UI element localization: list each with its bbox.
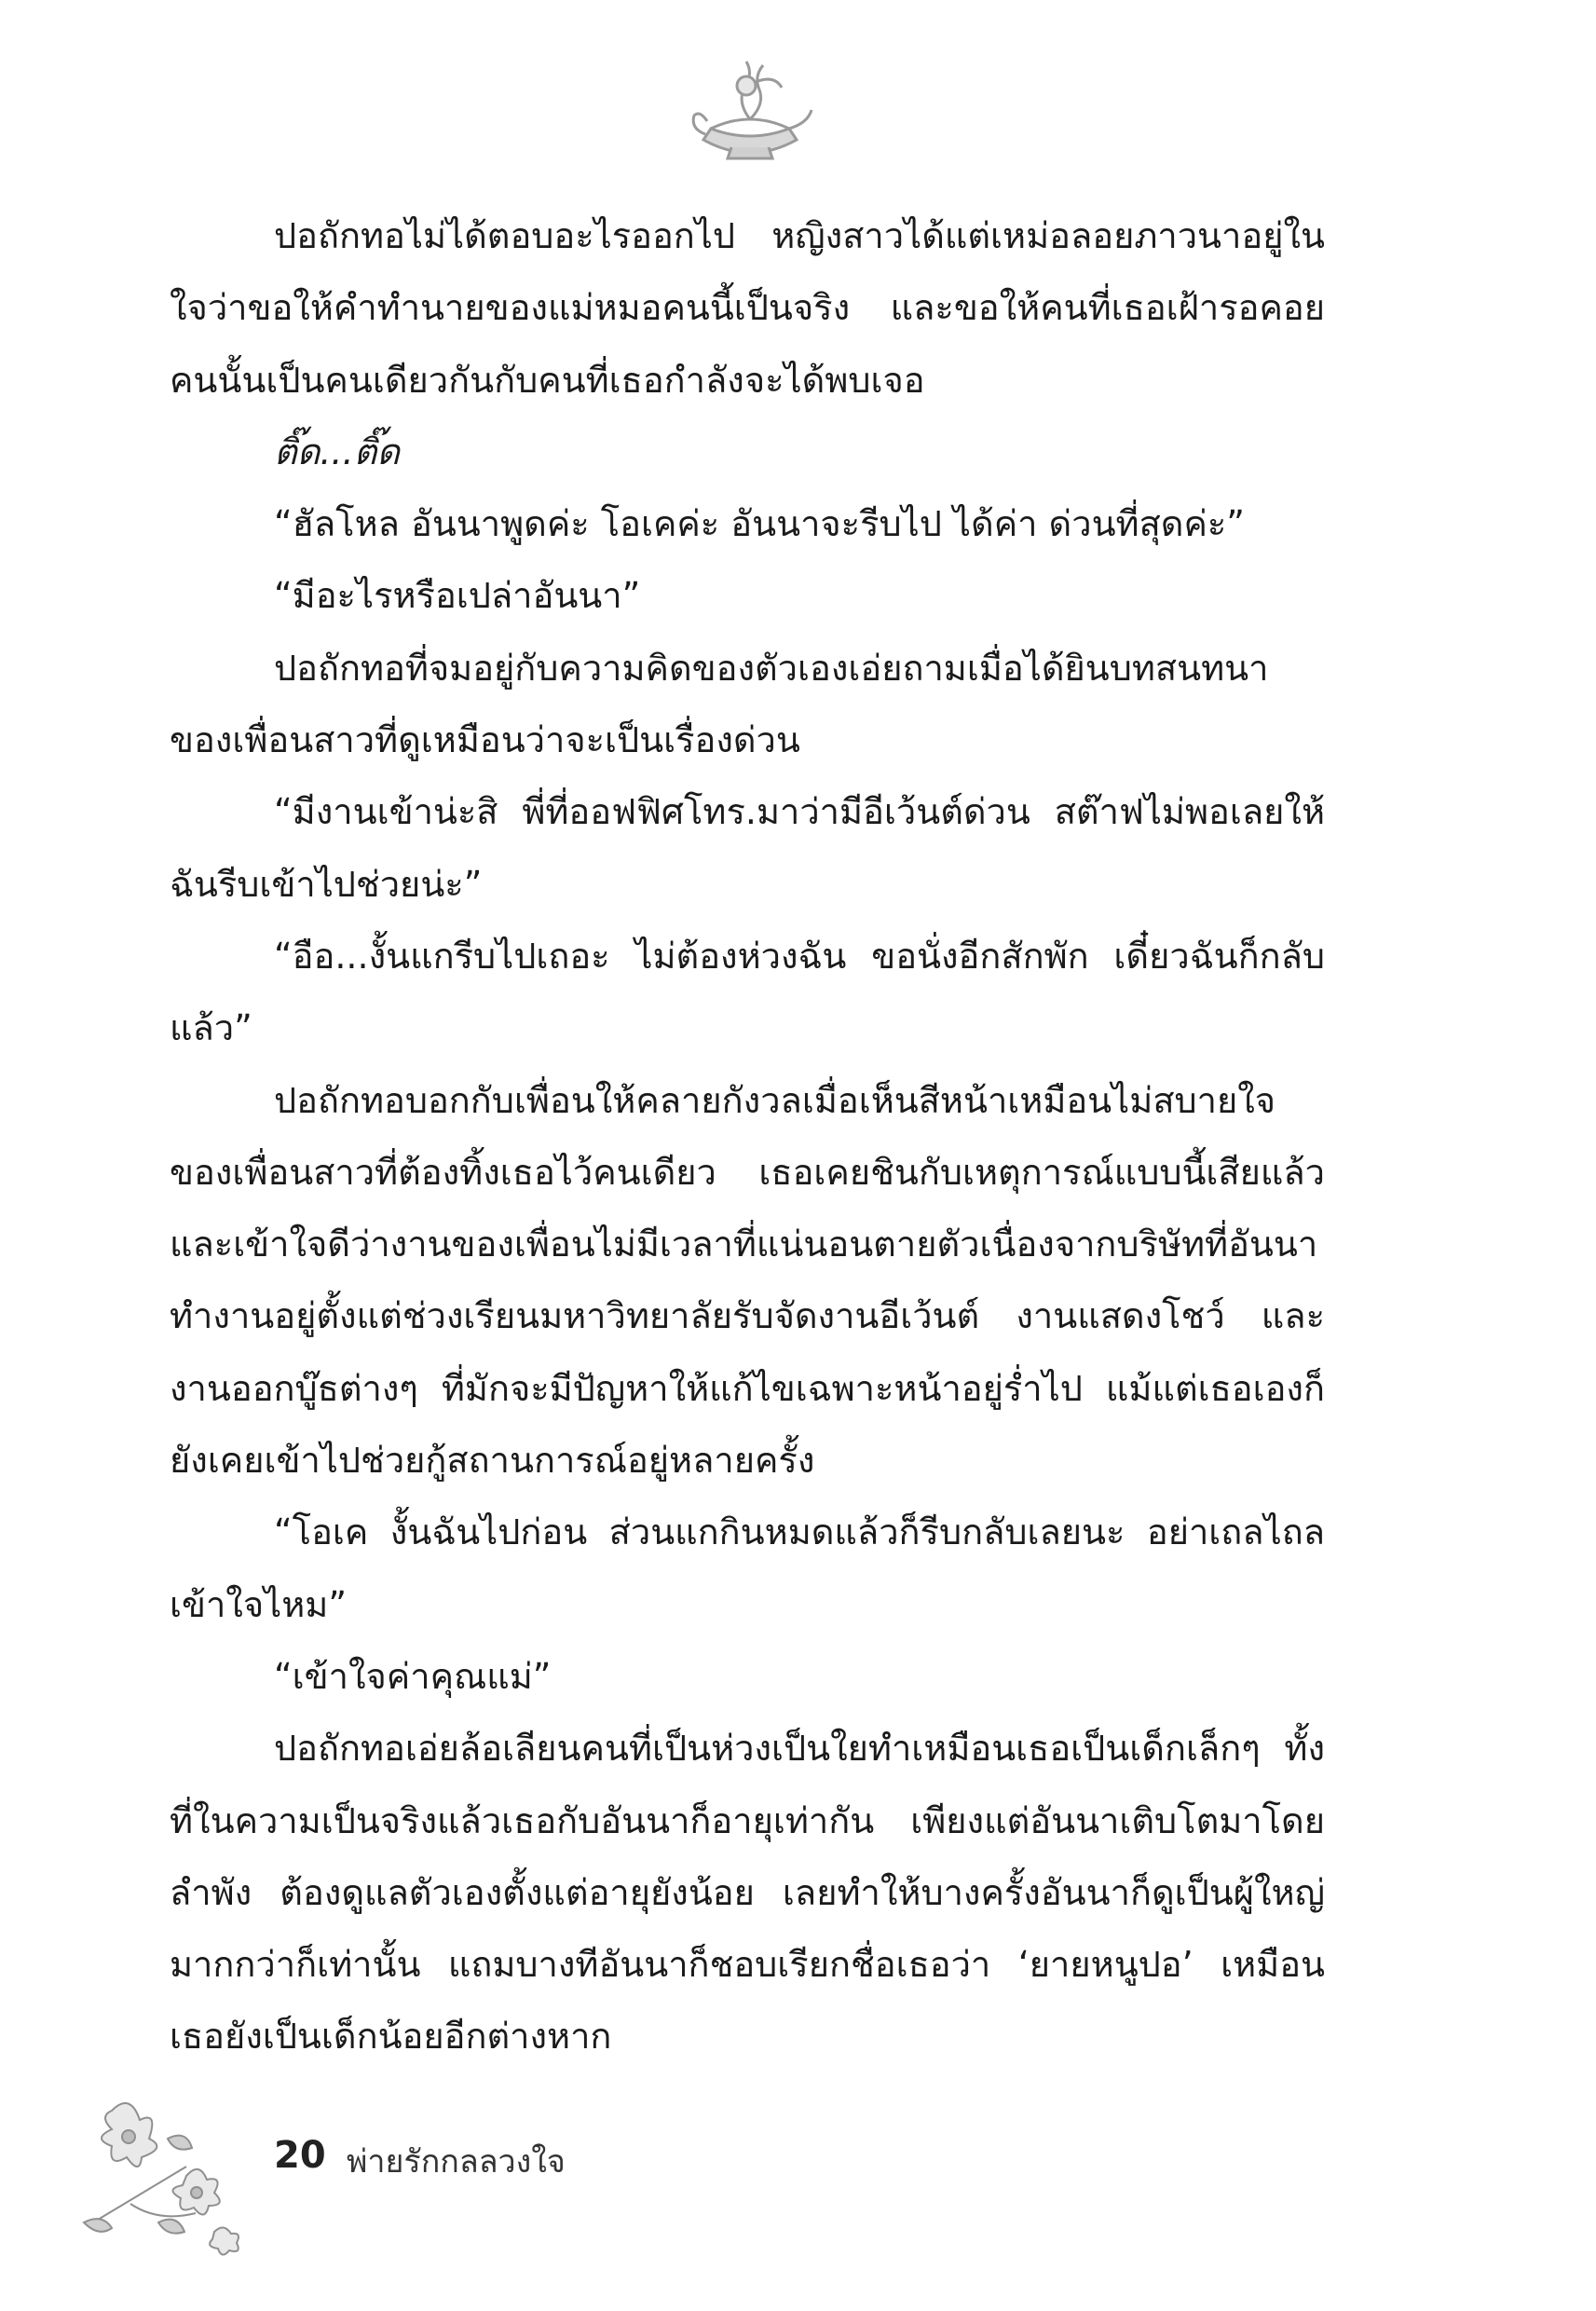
paragraph: ปอถักทอเอ่ยล้อเลียนคนที่เป็นห่วงเป็นใยทำเหมือนเธอเป็นเด็กเล็กๆ ทั้งที่ในความเป็นจริงแล้วเธอกับอันนาก็อายุเท่ากัน เพียงแต่อันนาเติบโตมาโดยลำพัง ต้องดูแลตัวเองตั้งแต่อายุยังน้อย เลยทำให้บางครั้งอันนาก็ดูเป็นผู้ใหญ่มากกว่าก็เท่านั้น แถมบางทีอันนาก็ชอบเรียกชื่อเธอว่า ‘ยายหนูปอ’ เหมือนเธอยังเป็นเด็กน้อยอีกต่างหาก [170, 1728, 1325, 2058]
paragraph: ปอถักทอที่จมอยู่กับความคิดของตัวเองเอ่ยถามเมื่อได้ยินบทสนทนาของเพื่อนสาวที่ดูเหมือนว่าจะเป็นเรื่องด่วน [170, 647, 1269, 761]
paragraph-sound-effect: ติ๊ด...ติ๊ด [274, 431, 400, 472]
paragraph-dialogue: “ฮัลโหล อันนาพูดค่ะ โอเคค่ะ อันนาจะรีบไป ได้ค่า ด่วนที่สุดค่ะ” [274, 503, 1245, 545]
flower-icon [75, 2083, 261, 2260]
paragraph-dialogue: “อือ...งั้นแกรีบไปเถอะ ไม่ต้องห่วงฉัน ขอนั่งอีกสักพัก เดี๋ยวฉันก็กลับแล้ว” [170, 935, 1325, 1049]
paragraph: ปอถักทอบอกกับเพื่อนให้คลายกังวลเมื่อเห็นสีหน้าเหมือนไม่สบายใจของเพื่อนสาวที่ต้องทิ้งเธอไว้คนเดียว เธอเคยชินกับเหตุการณ์แบบนี้เสียแล้ว และเข้าใจดีว่างานของเพื่อนไม่มีเวลาที่แน่นอนตายตัวเนื่องจากบริษัทที่อันนาทำงานอยู่ตั้งแต่ช่วงเรียนมหาวิทยาลัยรับจัดงานอีเว้นต์ งานแสดงโชว์ และงานออกบู๊ธต่างๆ ที่มักจะมีปัญหาให้แก้ไขเฉพาะหน้าอยู่ร่ำไป แม้แต่เธอเองก็ยังเคยเข้าไปช่วยกู้สถานการณ์อยู่หลายครั้ง [170, 1079, 1325, 1482]
paragraph-dialogue: “เข้าใจค่าคุณแม่” [274, 1655, 552, 1697]
paragraph: ปอถักทอไม่ได้ตอบอะไรออกไป หญิงสาวได้แต่เหม่อลอยภาวนาอยู่ในใจว่าขอให้คำทำนายของแม่หมอคนนี้เป็นจริง และขอให้คนที่เธอเฝ้ารอคอยคนนั้นเป็นคนเดียวกันกับคนที่เธอกำลังจะได้พบเจอ [170, 215, 1325, 401]
paragraph-dialogue: “มีงานเข้าน่ะสิ พี่ที่ออฟฟิศโทร.มาว่ามีอีเว้นต์ด่วน สต๊าฟไม่พอเลยให้ฉันรีบเข้าไปช่วยน่ะ” [170, 791, 1325, 905]
paragraph-dialogue: “โอเค งั้นฉันไปก่อน ส่วนแกกินหมดแล้วก็รีบกลับเลยนะ อย่าเถลไถล เข้าใจไหม” [170, 1511, 1325, 1625]
body-text [170, 200, 1325, 2073]
book-title: พ่ายรักกลลวงใจ [347, 2143, 566, 2181]
paragraph-dialogue: “มีอะไรหรือเปล่าอันนา” [274, 575, 641, 617]
page-number: 20 [274, 2134, 326, 2177]
genie-lamp-icon [685, 54, 815, 166]
